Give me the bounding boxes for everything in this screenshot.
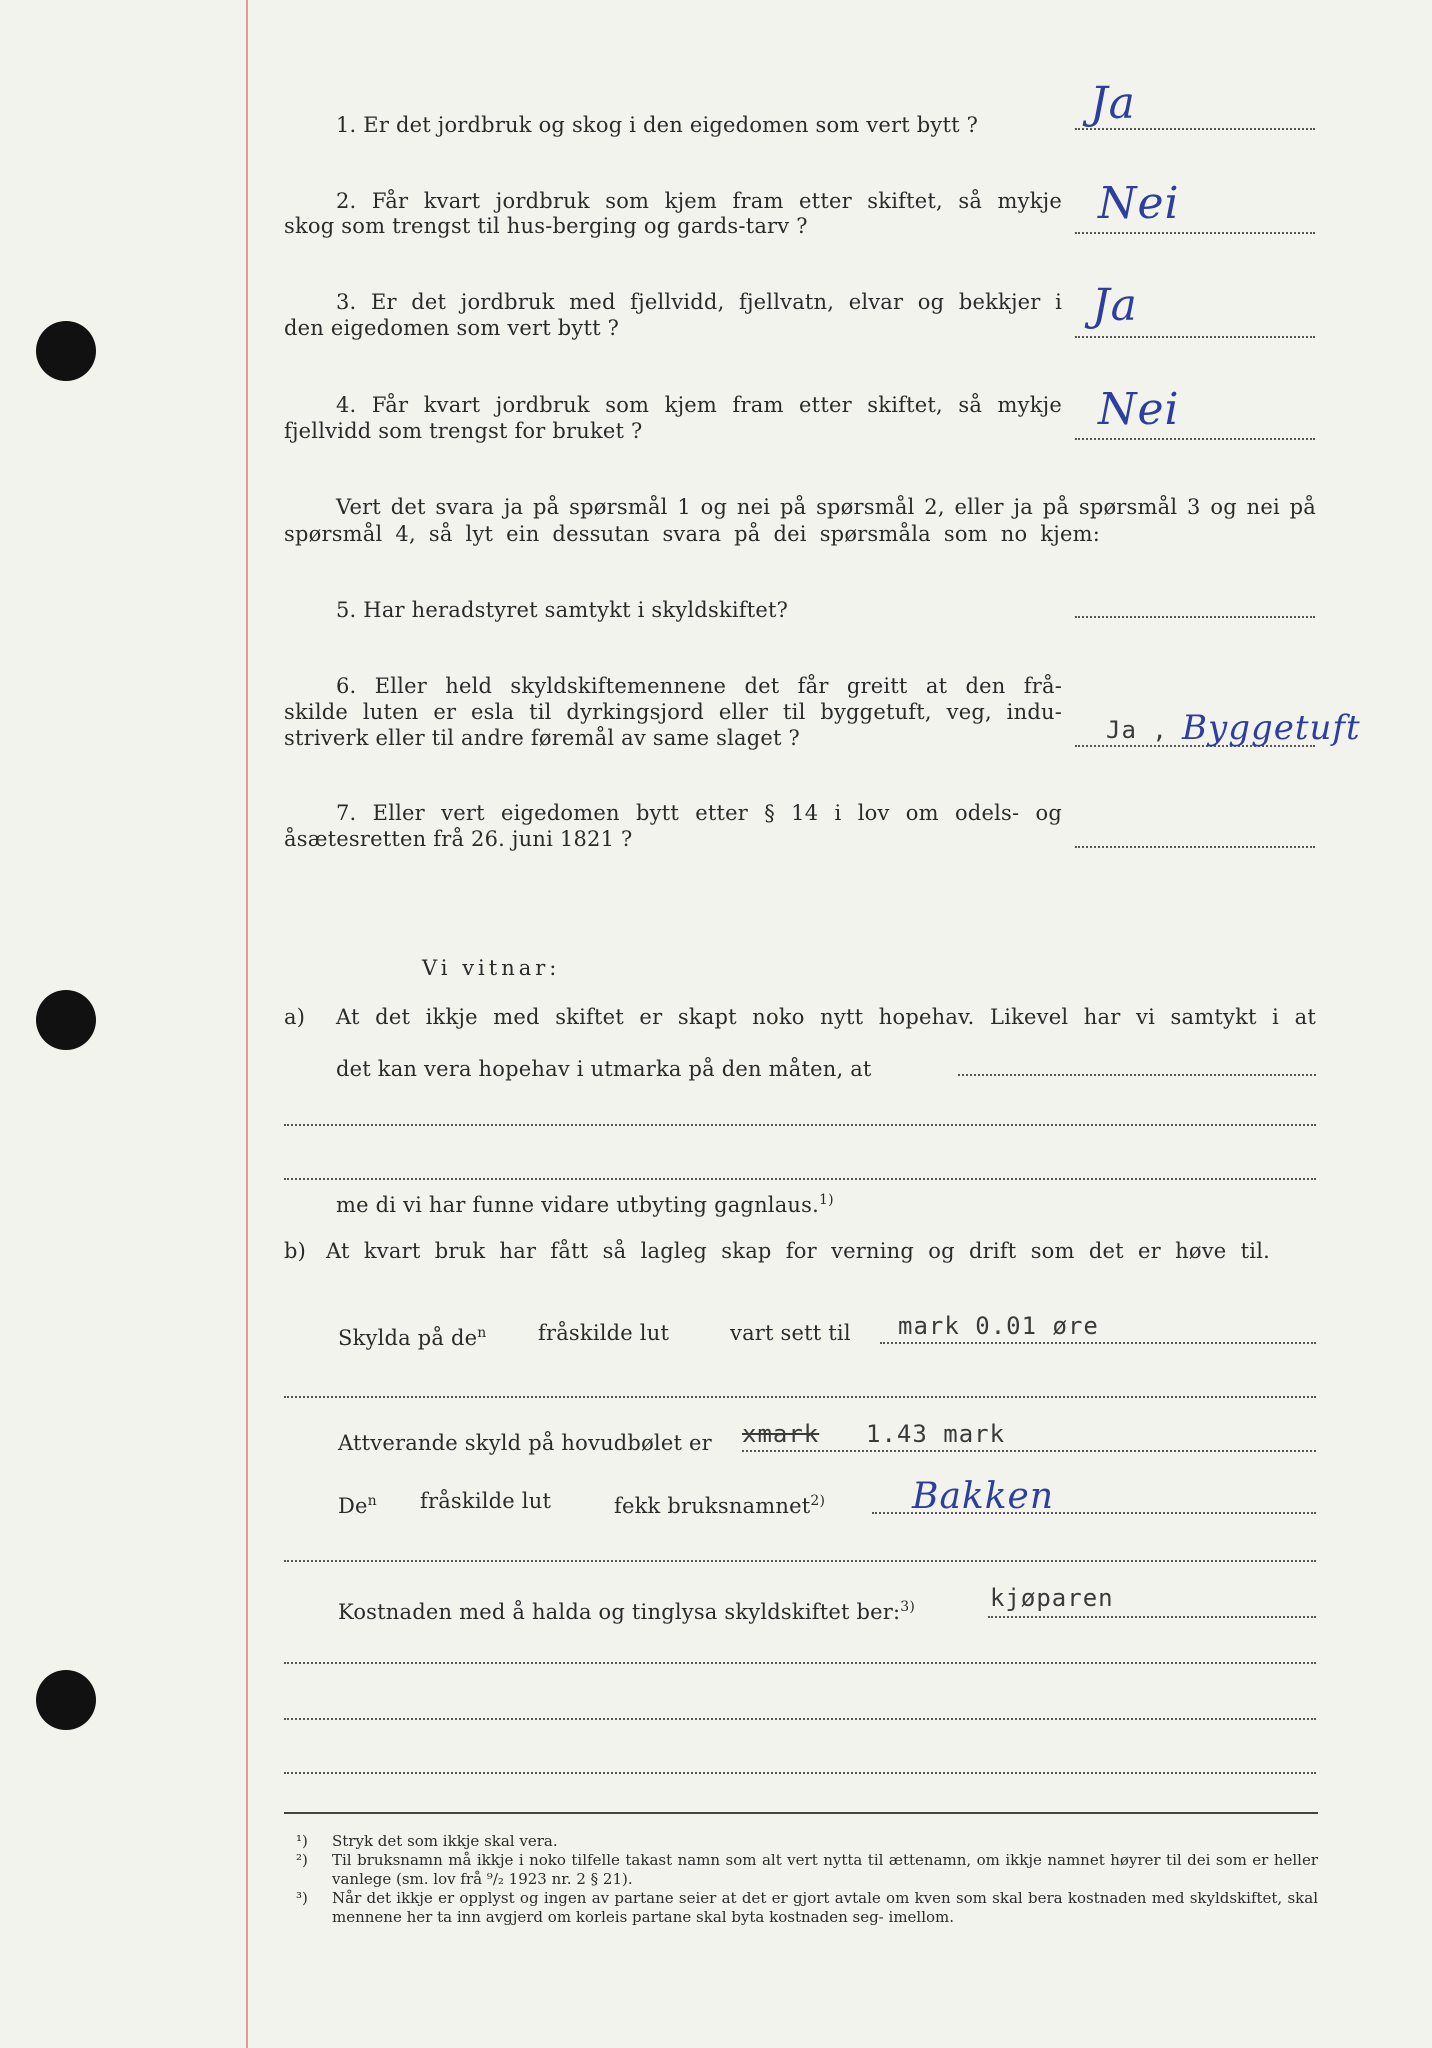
witness-a-closing: me di vi har funne vidare utbyting gagnlaus.$^{1)}$	[336, 1192, 834, 1217]
footnote-2: ²) Til bruksnamn må ikkje i noko tilfelle takast namn som alt vert nytta til ættenamn, om ikkje namnet høyrer til dei som er heller vanlege (sm. lov frå ⁹/₂ 1923 nr. 2 § 21).	[296, 1851, 1318, 1888]
question-6-text: 6. Eller held skyldskiftemennene det får greitt at den frå-	[336, 674, 1062, 698]
footnote-1: ¹) Stryk det som ikkje skal vera.	[296, 1832, 558, 1850]
question-2-text-cont: skog som trengst til hus-berging og gards-tarv ?	[284, 214, 808, 238]
answer-3: Ja	[1092, 280, 1138, 331]
fill-line-remain	[742, 1450, 1316, 1452]
fill-line-skyld	[880, 1342, 1316, 1344]
footnote-3: ³) Når det ikkje er opplyst og ingen av partane seier at det er gjort avtale om kven som skal bera kostnaden med skyldskiftet, skal mennene her ta inn avgjerd om korleis partane skal byta kostnaden seg- imellom.	[296, 1889, 1318, 1926]
fill-line-a2	[284, 1124, 1316, 1126]
witness-a-text-cont: det kan vera hopehav i utmarka på den måten, at	[336, 1057, 872, 1081]
question-1-text: 1. Er det jordbruk og skog i den eigedomen som vert bytt ?	[336, 113, 979, 137]
punch-hole	[36, 321, 96, 381]
fill-line-name	[872, 1512, 1316, 1514]
name-label: De$^n$	[338, 1493, 377, 1518]
fill-line-skyld-2	[284, 1396, 1316, 1398]
name-value: Bakken	[912, 1476, 1055, 1517]
footnotes	[296, 1832, 1318, 1927]
punch-hole	[36, 990, 96, 1050]
answer-4: Nei	[1098, 384, 1180, 435]
question-2-text: 2. Får kvart jordbruk som kjem fram etter skiftet, så mykje	[336, 189, 1062, 213]
answer-line-5	[1075, 616, 1315, 618]
question-4-text: 4. Får kvart jordbruk som kjem fram etter skiftet, så mykje	[336, 393, 1062, 417]
answer-line-4	[1075, 438, 1315, 440]
witness-b-label: b)	[284, 1239, 307, 1263]
fill-line-cost	[988, 1616, 1316, 1618]
cost-value: kjøparen	[990, 1584, 1114, 1612]
answer-6-typed: Ja ,	[1106, 716, 1168, 744]
fill-line-cost-2	[284, 1662, 1316, 1664]
fill-line-a1	[958, 1074, 1316, 1076]
answer-2: Nei	[1098, 178, 1180, 229]
intro-text: Vert det svara ja på spørsmål 1 og nei på spørsmål 2, eller ja på spørsmål 3 og nei på	[336, 495, 1316, 519]
fill-line-cost-4	[284, 1772, 1316, 1774]
fill-line-cost-3	[284, 1718, 1316, 1720]
question-7-text: 7. Eller vert eigedomen bytt etter § 14 i lov om odels- og	[336, 801, 1062, 825]
answer-6-handwritten: Byggetuft	[1182, 708, 1361, 748]
question-6-text-cont2: striverk eller til andre føremål av same slaget ?	[284, 726, 801, 750]
question-7-text-cont: åsætesretten frå 26. juni 1821 ?	[284, 827, 633, 851]
remain-struck: xmark	[742, 1420, 820, 1448]
name-label-lut: fråskilde lut	[420, 1489, 552, 1513]
witness-a-text: At det ikkje med skiftet er skapt noko nytt hopehav. Likevel har vi samtykt i at	[336, 1005, 1316, 1029]
intro-text-cont: spørsmål 4, så lyt ein dessutan svara på dei spørsmåla som no kjem:	[284, 522, 1100, 546]
answer-line-3	[1075, 336, 1315, 338]
remain-value: 1.43 mark	[866, 1420, 1006, 1448]
skyld-label-lut: fråskilde lut	[538, 1321, 670, 1345]
witness-heading: Vi vitnar:	[422, 956, 561, 980]
answer-1: Ja	[1090, 78, 1136, 129]
margin-rule	[246, 0, 248, 2048]
skyld-label: Skylda på $de^n$	[338, 1325, 487, 1350]
question-5-text: 5. Har heradstyret samtykt i skyldskiftet?	[336, 598, 789, 622]
name-label-bruksnamn: fekk bruksnamnet$^{2)}$	[614, 1493, 826, 1518]
question-3-text-cont: den eigedomen som vert bytt ?	[284, 316, 620, 340]
skyld-value: mark 0.01 øre	[898, 1312, 1099, 1340]
question-6-text-cont: skilde luten er esla til dyrkingsjord eller til byggetuft, veg, indu-	[284, 700, 1062, 724]
footnote-rule	[284, 1812, 1318, 1814]
fill-line-a3	[284, 1178, 1316, 1180]
remain-label: Attverande skyld på hovudbølet er	[338, 1431, 712, 1455]
fill-line-name-2	[284, 1560, 1316, 1562]
punch-hole	[36, 1670, 96, 1730]
skyld-label-sett: vart sett til	[730, 1321, 851, 1345]
witness-b-text: At kvart bruk har fått så lagleg skap for verning og drift som det er høve til.	[326, 1239, 1270, 1263]
witness-a-label: a)	[284, 1005, 306, 1029]
answer-line-7	[1075, 846, 1315, 848]
answer-line-2	[1075, 232, 1315, 234]
cost-label: Kostnaden med å halda og tinglysa skyldskiftet ber:$^{3)}$	[338, 1599, 916, 1624]
question-3-text: 3. Er det jordbruk med fjellvidd, fjellvatn, elvar og bekkjer i	[336, 290, 1062, 314]
question-4-text-cont: fjellvidd som trengst for bruket ?	[284, 419, 643, 443]
